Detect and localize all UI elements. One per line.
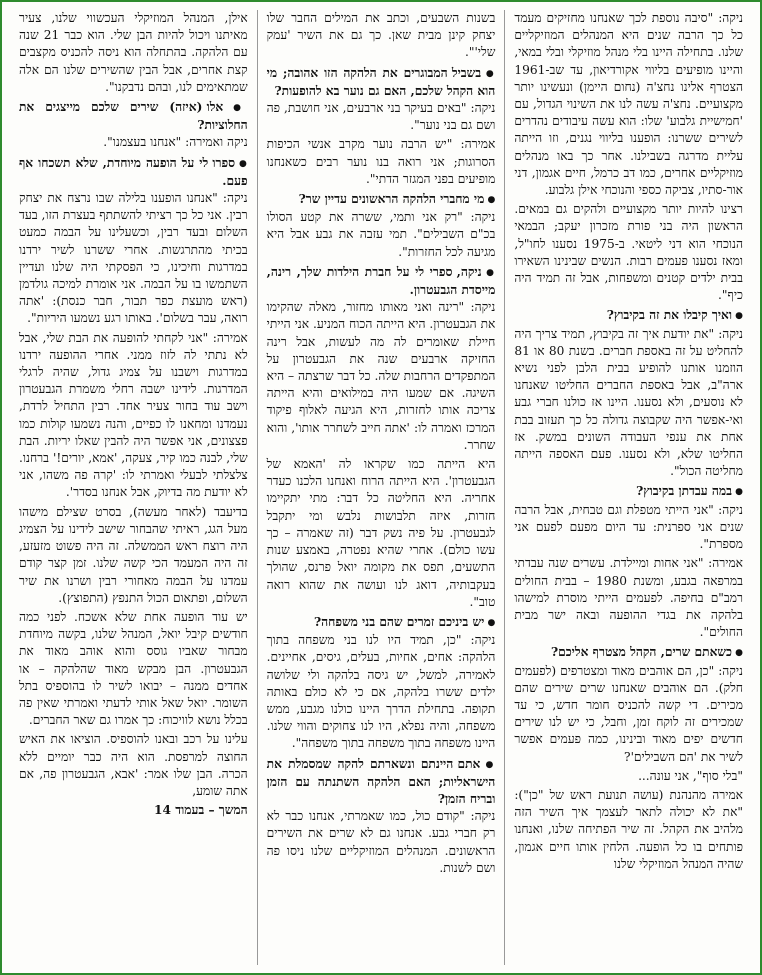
interview-question: ● יש ביניכם זמרים שהם בני משפחה? [267, 614, 496, 632]
column-left [10, 10, 258, 965]
interview-answer: ניקה: "סיבה נוספת לכך שאנחנו מחזיקים מעמד כל כך הרבה שנים היא המנהלים המוזיקליים שלנו. בתחילה היינו בלי מנהל מוזיקלי ובלי במאי, והיינו מופיעים בליווי אקורדיאון, עד שב-1961 הצטרף אלינו נחצ'ה (נחום היימן) ונעשינו יותר מקצועיים. נחצ'ה עשה לנו את השינוי הגדול, עם 'חמישיית גלבוע' שלו: הוא עשה עיבודים נהדרים לשירים ששרנו: הופענו בליווי נגנים, וזו הייתה עליית מדרגה בשבילנו. אחר כך באו מנהלים מוזיקליים אחרים, כמו דב כרמל, חיים אגמון, דני אור-סתיו, צביקה כספי והנוכחי אילן גלבוע. [514, 11, 743, 198]
interview-answer: ניקה ואמירה: "אנחנו בעצמנו". [103, 135, 248, 150]
interview-answer: ניקה: "כן, הם אוהבים מאוד ומצטרפים (לפעמים חלק). הם אוהבים שאנחנו שרים שירים שהם מכירים. די קשה להכניס חומר חדש, כי עד שמכירים זה לוקח זמן, וחבל, כי יש לנו שירים חדשים יפים מאוד ובינינו, כמה פעמים אפשר לשיר את 'הם השבילים'? [514, 663, 743, 764]
interview-question: ● מי מחברי הלהקה הראשונים עדיין שר? [267, 191, 496, 209]
interview-answer: אמירה מהנהנת (עושה תנועת ראש של "כן"): "את לא יכולה לתאר לעצמך איך השיר הזה מלהיב את הקהל. זה שיר הפתיחה שלנו, ואנחנו פותחים בו כל הופעה. הלחין אותו חיים אגמון, שהיה המנהל המוזיקלי שלנו [514, 787, 743, 871]
interview-answer: ניקה: "רינה ואני מאותו מחזור, מאלה שהקימו את הגבעטרון. היא הייתה הכוח המניע. אני הייתי חיילת שאומרים לה מה לעשות, אבל רינה החזיקה ארבעים שנה את הגבעטרון על המתפקדים הרחבות שלה. כל דבר שרצתה – היא השיגה. אם שמעו היה במילואים והיא הייתה צריכה אותו לחזרות, היא הגיעה לאלוף פיקוד המרכז ואמרה לו: 'אתה חייב לשחרר אותו', והוא שחרר. [266, 300, 496, 452]
column-right [505, 10, 752, 965]
interview-answer: בשנות השבעים, וכתב את המילים החבר שלו יצחק קינן מבית שאן. כך גם את השיר 'עמק שלי'". [266, 11, 496, 60]
interview-answer: בדיעבד (לאחר מעשה), בסרט שצילם מישהו מעל הגג, ראיתי שהבחור שישב לידינו על הצמיג היה רוצח ראש הממשלה. זה היה פשוט מזעזע, זה היה המעמד הכי קשה שלנו. זמן קצר קודם עמדנו על הבמה מאחורי רבין ושרנו את שיר השלום, ופתאום הכול התנפץ (התפוצץ). [18, 504, 248, 605]
interview-answer: אמירה: "יש הרבה נוער מקרב אנשי הכיפות הסרוגות; אני רואה בנו נוער רבים כשאנחנו מופיעים בפני המגזר הדתי". [266, 137, 496, 186]
interview-answer: עלינו על רכב ובאנו להוספיס. הוציאו את האיש החוצה למרפסת. הוא היה כבר יומיים ללא הכרה. הבן שלו אמר: 'אבא, הגבעטרון פה, אם אתה שומע, [18, 732, 248, 798]
interview-answer: יש עוד הופעה אחת שלא אשכח. לפני כמה חודשים קיבל יואל, המנהל שלנו, בקשה מיוחדת מבחור שאביו גוסס והוא אוהב מאוד את הגבעטרון. הבן מבקש מאוד שהלהקה – או אחדים ממנה – יבואו לשיר לו בהוספיס בתל השומר. יואל שאל אותי לדעתי ואמרתי שאין פה בכלל נושא לוויכוח: כך אמרו גם שאר החברים. [18, 609, 248, 728]
column-middle [258, 10, 506, 965]
interview-answer: ניקה: "את יודעת איך זה בקיבוץ, תמיד צריך היה להחליט על זה באספת חברים. בשנת 80 או 81 הוזמנו אותנו להופיע בבית הלבן לפני נשיא ארה"ב, אבל באספת החברים החליטו שאנחנו לא נוסעים, ולא נסענו. היינו אז כולנו חברי גבע ואי-אפשר היה שקבוצה גדולה כל כך תעזוב בבת אחת את ענפי העבודה השונים במשק. אז החליטו שלא, ולא נסענו. פעם האספה הייתה מחליטה הכול". [514, 326, 743, 479]
interview-question: ● כשאתם שרים, הקהל מצטרף אליכם? [514, 644, 743, 662]
interview-answer: ניקה: "אני הייתי מטפלת וגם טבחית, אבל הרבה שנים אני ספרנית: עד היום מפעם לפעם אני מספרת". [514, 502, 743, 552]
article-columns [10, 10, 752, 965]
interview-question: ● ניקה, ספרי לי על חברת הילדות שלך, רינה, מייסדת הגבעטרון. [267, 264, 496, 299]
interview-answer: ניקה: "רק אני ותמי, ששרה את קטע הסולו בכ"ם השבילים". תמי עזבה את גבע אבל היא מגיעה לכל החזרות". [266, 210, 496, 259]
interview-answer: אמירה: "אני אחות ומיילדת. עשרים שנה עבדתי במרפאה בגבע, ומשנת 1980 – בבית החולים רמב"ם בחיפה. לפעמים הייתי מוסרת למישהו בלהקה את בגדי ההופעה ובאה ישר מבית החולים". [514, 556, 743, 640]
interview-answer: אילן, המנהל המוזיקלי העכשווי שלנו, צעיר מאיתנו ויכול להיות הבן שלי. הוא כבר 21 שנה עם הלהקה. בהתחלה הוא ניסה להכניס מקצבים קצת אחרים, אבל הבין שהשירים שלנו הם אלה שמתאימים לנו, ובהם נדבקנו". [18, 11, 248, 94]
interview-answer: ניקה: "אנחנו הופענו בלילה שבו נרצח את יצחק רבין. אני כל כך רציתי להשתתף בעצרת הזו, בעד השלום ובעד רבין, וכשעלינו על הבמה כמעט בכיתי מהתרגשות. אחרי ששרנו לשיר ירדנו במדרגות וחיכינו, כי הפסקתי היה שלנו ועדיין השתמשו בו על הבמה. אני אומרת למיכה גולדמן (ראש מועצת כפר תבור, חבר כנסת): 'אתה רואה, עבר בשלום'. באותו רגע נשמעו היריות". [18, 191, 248, 326]
interview-answer: אמירה: "אני לקחתי להופעה את הבת שלי, אבל לא נתתי לה לזוז ממני. אחרי ההופעה ירדנו במדרגות וישבנו על צמיג גדול, שהיה לרגלי המדרגות. לידינו ישבה רחלי משמרת הגבעטרון וישב עוד בחור צעיר אחד. רבין התחיל לרדת, נעמדנו ומחאנו לו כפיים, והנה נשמעו קולות כמו פצצונים, אני אפשר היה להבין שאלו יריות. הבת שלי, לבנה כמו קיר, צעקה, 'אמא, יורים!' ברחנו. צלצלתי לבעלי ואמרתי לו: 'קרה פה משהו, אני לא יודעת מה בדיוק, אבל אנחנו בסדר'. [18, 330, 248, 500]
continued-on-page-note: המשך – בעמוד 14 [154, 803, 248, 818]
interview-answer: רצינו להיות יותר מקצועיים ולהקים גם במאים. הראשון היה בני פורת מזכרון יעקב; הבמאי הנוכחי הוא דני ליטאי. ב-1975 נסענו לחו"ל, ומאז נסענו פעמים רבות. הנשים שבינינו השאירו בבית ילדים קטנים ומשפחות, אבל זה תמיד היה כיף". [514, 202, 743, 303]
interview-question: ● אלו (איזה) שירים שלכם מייצגים את החלוציות? [19, 99, 248, 134]
interview-answer: ניקה: "באים בעיקר בני ארבעים, אני חושבת, פה ושם גם בני נוער". [266, 101, 496, 133]
interview-answer: ניקה: "קודם כול, כמו שאמרתי, אנחנו כבר לא רק חברי גבע. אנחנו גם לא שרים את השירים הראשונים. המנהלים המוזיקליים שלנו ניסו פה ושם לשנות. [266, 809, 496, 875]
interview-answer: "בלי סוף", אני עונה... [638, 768, 743, 783]
interview-answer: היא הייתה כמו שקראו לה 'האמא של הגבעטרון'. היא הייתה הרוח ואנחנו הלכנו כעדר אחריה. היא החליטה כל דבר: מתי יתקיימו חזרות, איזה תלבושות נלבש ומי יתקבל לגבעטרון. על פיה נשק דבר (זה שאמרה – כך עשו כולם). אחרי שהיא נפטרה, באמצע שנות התשעים, תפס את מקומה יואל פרנס, שהולך בעקבותיה, דואג לנו ועושה את שהוא רואה טוב". [266, 457, 496, 609]
interview-answer: ניקה: "כן, תמיד היו לנו בני משפחה בתוך הלהקה: אחים, אחיות, בעלים, גיסים, אחיינים. לאמירה, למשל, יש גיסה בלהקה ולי שלושה ילדים ששרו בלהקה, אם כי לא כולם באותה תקופה. בתחילת הדרך היינו כולנו מגבע, ממש משפחה, והיה נפלא, היו לנו צחוקים והווי שלנו. היינו משפחה בתוך משפחה בתוך משפחה". [266, 633, 496, 751]
interview-question: ● ספרו לי על הופעה מיוחדת, שלא תשכחו אף פעם. [19, 155, 248, 190]
interview-question: ● בשביל המבוגרים את הלהקה הזו אהובה; מי הוא הקהל שלכם, האם גם נוער בא להופעות? [267, 65, 496, 100]
interview-question: ● אתם היינתם ונשארתם להקה שמסמלת את הישראליות; האם הלהקה השתנתה עם הזמן ובריח הזמן? [267, 756, 496, 809]
interview-question: ● במה עבדתן בקיבוץ? [514, 483, 743, 501]
interview-question: ● ואיך קיבלו את זה בקיבוץ? [514, 307, 743, 325]
